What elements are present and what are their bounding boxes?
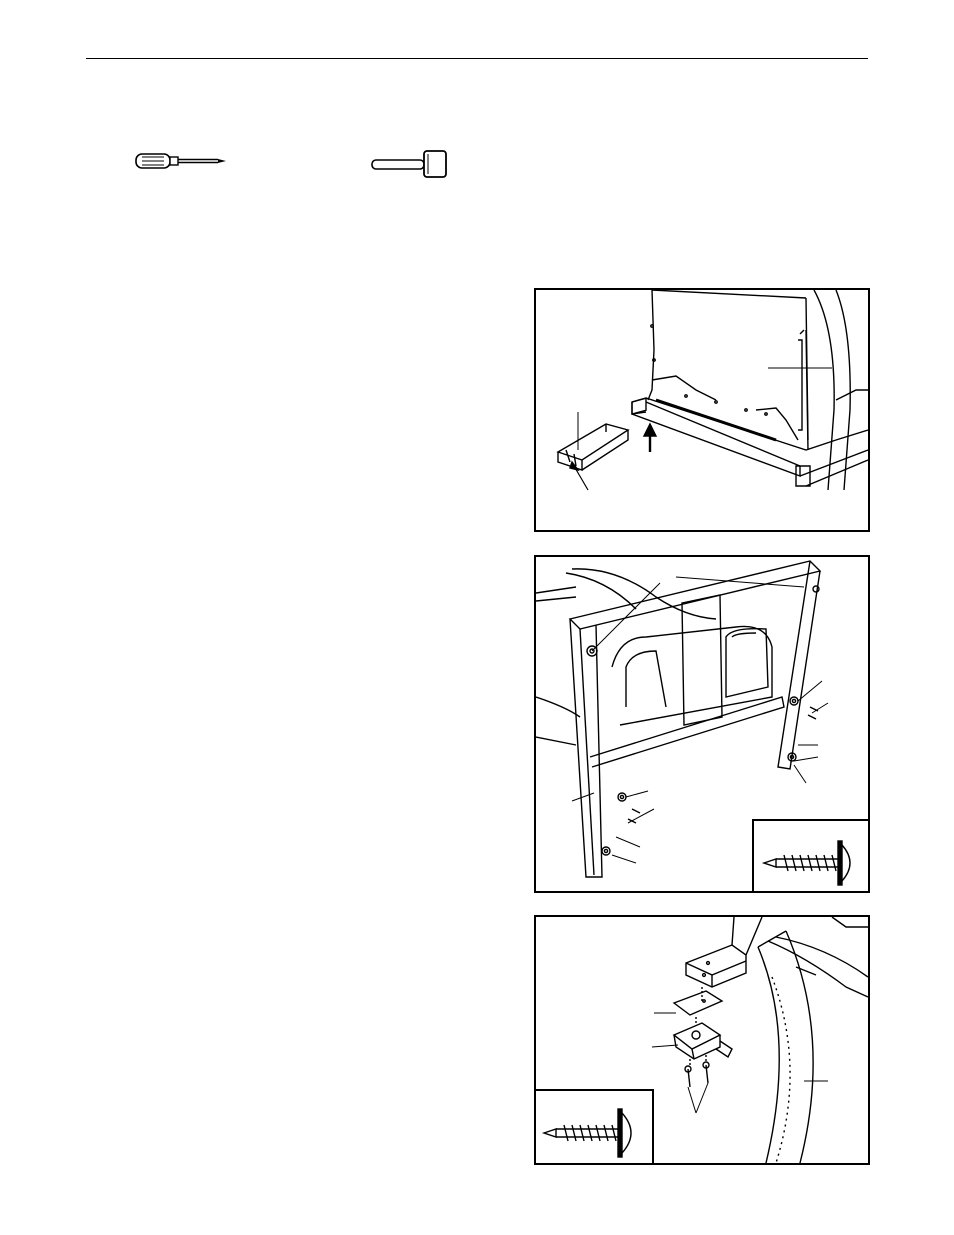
screw-inset-icon xyxy=(752,819,870,893)
leveling-foot-insert-drawing xyxy=(558,412,656,490)
screwdriver-icon xyxy=(134,148,234,174)
base-bracket-drawing xyxy=(652,917,868,1163)
figure-3-panel xyxy=(534,915,870,1165)
figure-2-panel xyxy=(534,555,870,893)
treadmill-upright-drawing xyxy=(632,290,868,490)
figure-1-panel xyxy=(534,288,870,532)
header-rule xyxy=(86,58,868,59)
screw-inset-icon xyxy=(536,1089,654,1165)
rubber-mallet-icon xyxy=(370,150,450,180)
